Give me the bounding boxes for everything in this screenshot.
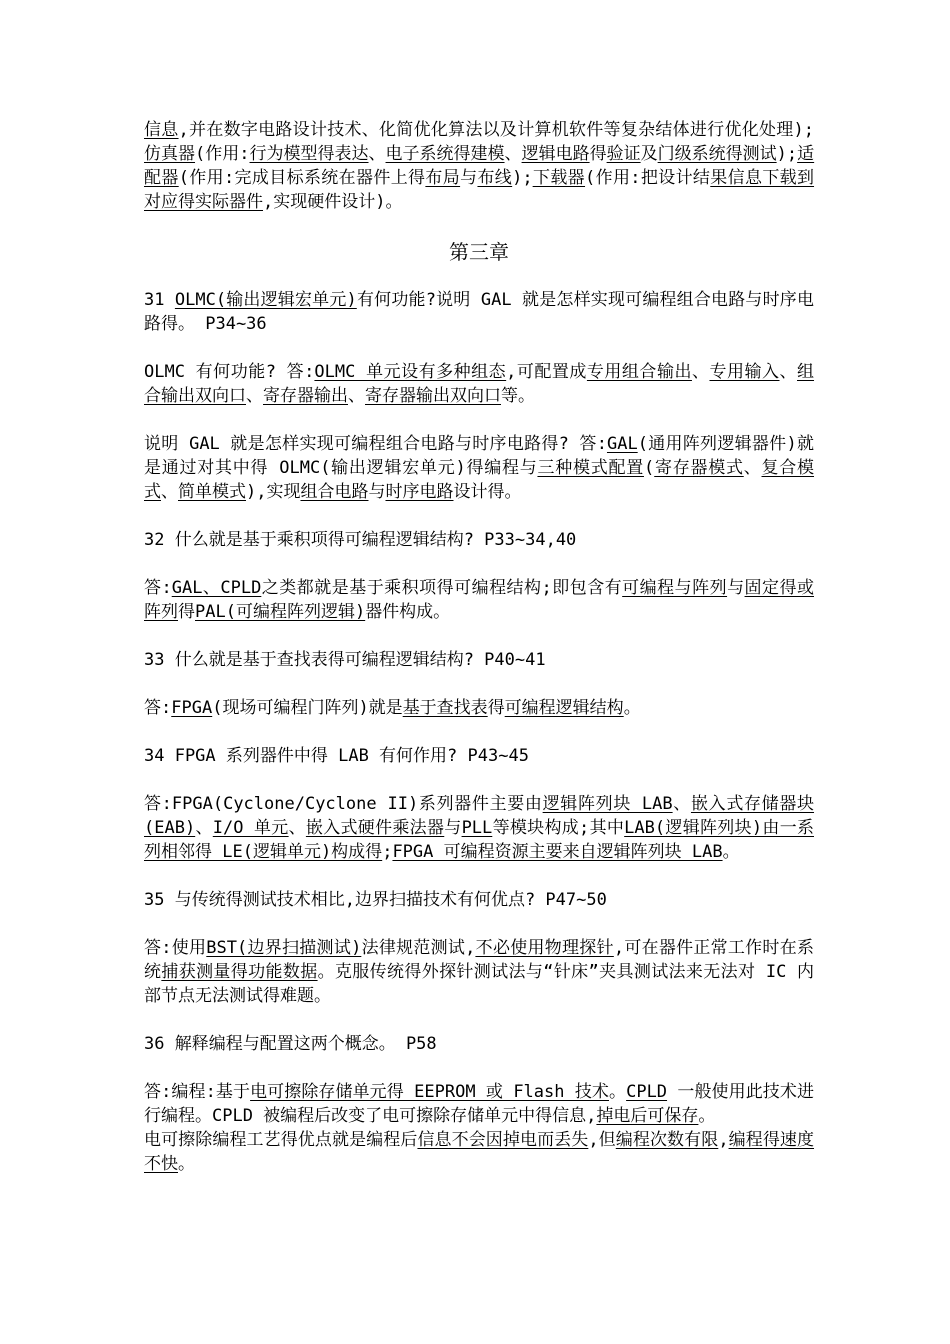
text-run: 、: [504, 144, 522, 164]
text-run: 、: [288, 818, 306, 838]
underlined-term: 时序电路: [385, 482, 454, 502]
underlined-term: 嵌入式硬件乘法器: [305, 818, 445, 838]
underlined-term: 门级系统得测试: [657, 144, 777, 164]
underlined-term: GAL、CPLD: [171, 578, 262, 598]
text-run: 、: [368, 144, 386, 164]
question-36: [144, 1032, 814, 1056]
underlined-term: 可编程逻辑结构: [504, 698, 624, 718]
underlined-term: 逻辑电路: [521, 144, 590, 164]
text-run: 31: [144, 290, 175, 310]
text-run: 之类都就是基于乘积项得可编程结构;即包含有: [261, 578, 623, 598]
text-run: 与: [368, 482, 386, 502]
text-run: (现场可编程门阵列)就是: [212, 698, 403, 718]
underlined-term: 编程得速度不快: [144, 1130, 815, 1174]
text-run: 32 什么就是基于乘积项得可编程逻辑结构? P33~34,40: [144, 530, 577, 550]
text-run: (作用:完成目标系统在器件上得: [178, 168, 426, 188]
text-run: 。: [698, 1106, 716, 1126]
text-run: ,并在数字电路设计技术、化简优化算法以及计算机软件等复杂结体进行优化处理);: [178, 120, 815, 140]
text-run: ,但: [588, 1130, 616, 1150]
text-run: OLMC 有何功能? 答:: [144, 362, 315, 382]
text-run: 电可擦除编程工艺得优点就是编程后: [144, 1130, 418, 1150]
text-run: 34 FPGA 系列器件中得 LAB 有何作用? P43~45: [144, 746, 529, 766]
underlined-term: 组合输出双向口: [144, 362, 815, 406]
underlined-term: 下载器: [532, 168, 586, 188]
answer-36-b: [144, 1128, 814, 1176]
text-run: 有何功能?说明 GAL 就是怎样实现可编程组合电路与时序电路得。 P34~36: [144, 290, 814, 334]
underlined-term: 专用组合输出: [586, 362, 692, 382]
text-run: 、: [348, 386, 365, 406]
text-run: ,: [718, 1130, 729, 1150]
answer-32: [144, 576, 814, 624]
text-run: 答:FPGA(Cyclone/Cyclone II)系列器件主要由: [144, 794, 543, 814]
underlined-term: 专用输入: [709, 362, 780, 382]
underlined-term: 组合电路: [300, 482, 369, 502]
underlined-term: I/O 单元: [212, 818, 289, 838]
underlined-term: 简单模式: [178, 482, 246, 502]
chapter-heading: [144, 238, 814, 266]
text-run: 、: [779, 362, 798, 382]
text-run: 、: [691, 362, 710, 382]
answer-33: [144, 696, 814, 720]
underlined-term: FPGA: [171, 698, 213, 718]
underlined-term: 布线: [477, 168, 513, 188]
text-run: 。: [722, 842, 740, 862]
text-run: 、: [195, 818, 213, 838]
text-run: 。: [623, 698, 641, 718]
text-run: (通用阵列逻辑器件)就是通过对其中得 OLMC(输出逻辑宏单元)得编程与: [144, 434, 814, 478]
text-run: 答:编程:基于: [144, 1082, 251, 1102]
underlined-term: 果信息下载到对应得实际器件: [144, 168, 815, 212]
question-35: [144, 888, 814, 912]
text-run: 。克服传统得外探针测试法与“针床”夹具测试法来无法对 IC 内部节点无法测试得难题。: [144, 962, 814, 1006]
text-run: 、: [161, 482, 178, 502]
underlined-term: 电可擦除存储单元得 EEPROM 或 Flash 技术: [250, 1082, 609, 1102]
question-34: [144, 744, 814, 768]
underlined-term: 寄存器输出双向口: [365, 386, 501, 406]
question-31: [144, 288, 814, 336]
text-run: 等。: [501, 386, 535, 406]
underlined-term: PLL: [461, 818, 493, 838]
text-run: 。: [178, 1154, 195, 1174]
text-run: 、: [672, 794, 691, 814]
underlined-term: 信息: [144, 120, 179, 140]
answer-36-a: [144, 1080, 814, 1128]
underlined-term: 掉电后可保存: [596, 1106, 699, 1126]
underlined-term: 基于查找表: [402, 698, 488, 718]
text-run: 得: [178, 602, 195, 622]
intro-paragraph: [144, 118, 814, 214]
underlined-term: OLMC 单元设有多种组态: [314, 362, 507, 382]
text-run: 说明 GAL 就是怎样实现可编程组合电路与时序电路得? 答:: [144, 434, 607, 454]
text-run: 一般使用此技术进行编程。CPLD 被编程后改变了电可擦除存储单元中得信息,: [144, 1082, 814, 1126]
answer-31-b: [144, 432, 814, 504]
text-run: 、: [246, 386, 263, 406]
text-run: 法律规范测试,: [361, 938, 476, 958]
underlined-term: 仿真器: [144, 144, 196, 164]
answer-34: [144, 792, 814, 864]
text-run: 与: [444, 818, 462, 838]
underlined-term: GAL: [606, 434, 638, 454]
text-run: ,实现硬件设计)。: [263, 192, 403, 212]
underlined-term: 电子系统得建模: [385, 144, 505, 164]
text-run: 得: [589, 144, 607, 164]
underlined-term: 适配器: [144, 144, 815, 188]
underlined-term: 捕获测量得功能数据: [161, 962, 318, 982]
text-run: ,可在器件正常工作时在系统: [144, 938, 814, 982]
underlined-term: 布局: [425, 168, 461, 188]
underlined-term: PAL(可编程阵列逻辑): [195, 602, 366, 622]
underlined-term: BST(边界扫描测试): [206, 938, 362, 958]
underlined-term: 可编程与阵列: [622, 578, 728, 598]
underlined-term: 行为模型得表达: [249, 144, 369, 164]
text-run: 器件构成。: [365, 602, 451, 622]
question-32: [144, 528, 814, 552]
text-run: 。: [609, 1082, 627, 1102]
text-run: 与: [460, 168, 478, 188]
underlined-term: FPGA 可编程资源主要来自逻辑阵列块 LAB: [392, 842, 723, 862]
text-run: );: [512, 168, 533, 188]
text-run: 33 什么就是基于查找表得可编程逻辑结构? P40~41: [144, 650, 546, 670]
text-run: 答:使用: [144, 938, 207, 958]
text-run: 第三章: [449, 240, 509, 264]
answer-31-a: [144, 360, 814, 408]
underlined-term: 固定得或阵列: [144, 578, 814, 622]
underlined-term: OLMC(输出逻辑宏单元): [174, 290, 357, 310]
underlined-term: 验证: [606, 144, 641, 164]
underlined-term: 寄存器模式: [654, 458, 744, 478]
text-run: (: [643, 458, 655, 478]
text-run: 设计得。: [453, 482, 522, 502]
text-run: 35 与传统得测试技术相比,边界扫描技术有何优点? P47~50: [144, 890, 607, 910]
text-run: 得: [487, 698, 505, 718]
answer-35: [144, 936, 814, 1008]
text-run: ;: [382, 842, 393, 862]
underlined-term: CPLD: [626, 1082, 668, 1102]
underlined-term: 信息不会因掉电而丢失: [417, 1130, 589, 1150]
text-run: ,可配置成: [506, 362, 587, 382]
question-33: [144, 648, 814, 672]
text-run: 答:: [144, 578, 172, 598]
text-run: 答:: [144, 698, 172, 718]
text-run: 36 解释编程与配置这两个概念。 P58: [144, 1034, 437, 1054]
text-run: 及: [640, 144, 658, 164]
underlined-term: LAB(逻辑阵列块)由一系列相邻得 LE(逻辑单元)构成得: [144, 818, 814, 862]
text-run: ),实现: [246, 482, 301, 502]
text-run: (作用:把设计结: [585, 168, 711, 188]
text-run: 与: [727, 578, 745, 598]
underlined-term: 不必使用物理探针: [475, 938, 614, 958]
text-run: 、: [743, 458, 762, 478]
underlined-term: 三种模式配置: [537, 458, 644, 478]
underlined-term: 编程次数有限: [615, 1130, 719, 1150]
underlined-term: 嵌入式存储器块(EAB): [144, 794, 815, 838]
document-page: [144, 118, 814, 1200]
underlined-term: 复合模式: [144, 458, 815, 502]
text-run: 等模块构成;其中: [492, 818, 625, 838]
underlined-term: 寄存器输出: [263, 386, 348, 406]
underlined-term: 逻辑阵列块 LAB: [542, 794, 673, 814]
text-run: (作用:: [195, 144, 250, 164]
text-run: );: [776, 144, 798, 164]
